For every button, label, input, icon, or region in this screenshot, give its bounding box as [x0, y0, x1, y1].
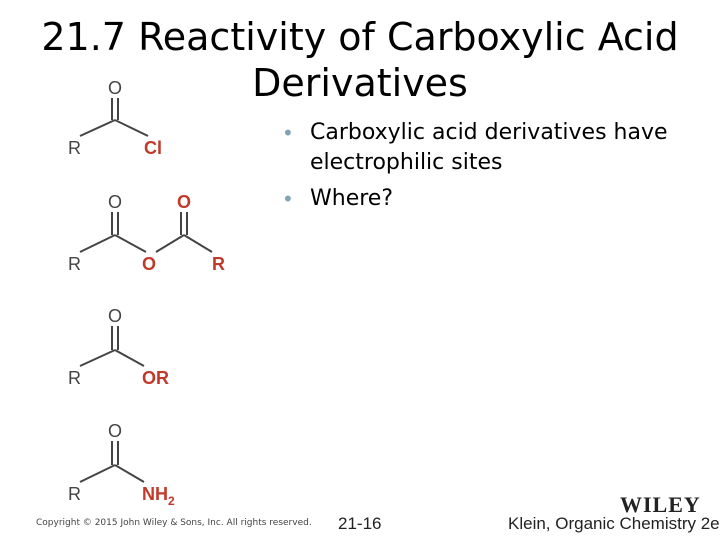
- page-number: 21-16: [338, 514, 382, 533]
- title-line-2: Derivatives: [252, 61, 468, 105]
- ester-oxygen: O: [108, 306, 123, 326]
- anhydride-oxygen-left: O: [108, 192, 123, 212]
- anhydride-r-right: R: [212, 254, 225, 274]
- anhydride-bridge-oxygen: O: [142, 254, 157, 274]
- structure-column: [60, 70, 260, 510]
- structures-svg: [60, 70, 260, 510]
- bullet-text: Where?: [310, 186, 394, 211]
- bullet-dot-icon: •: [282, 121, 294, 145]
- bullet-item: [282, 118, 702, 178]
- copyright-text: Copyright © 2015 John Wiley & Sons, Inc. All rights reserved.: [36, 518, 312, 528]
- acid-chloride-oxygen: O: [108, 78, 123, 98]
- ester-leaving-group: OR: [142, 368, 169, 388]
- anhydride-oxygen-right: O: [177, 192, 192, 212]
- bullet-text: Carboxylic acid derivatives have electrophilic sites: [310, 120, 668, 175]
- bullet-item: [282, 184, 702, 214]
- title-line-1: 21.7 Reactivity of Carboxylic Acid: [41, 15, 679, 59]
- ester-r: R: [68, 368, 81, 388]
- wiley-logo: WILEY: [620, 492, 701, 517]
- amide-r: R: [68, 484, 81, 504]
- acid-chloride-r: R: [68, 138, 81, 158]
- amide-leaving-group: [142, 484, 175, 508]
- bullet-dot-icon: •: [282, 187, 294, 211]
- amide-oxygen: O: [108, 421, 123, 441]
- amide-subscript: 2: [168, 494, 175, 508]
- acid-chloride-leaving-group: Cl: [144, 138, 162, 158]
- amide-nh-text: NH: [142, 484, 168, 504]
- anhydride-r-left: R: [68, 254, 81, 274]
- bullet-list: [282, 118, 702, 220]
- book-reference: Klein, Organic Chemistry 2e: [508, 514, 720, 533]
